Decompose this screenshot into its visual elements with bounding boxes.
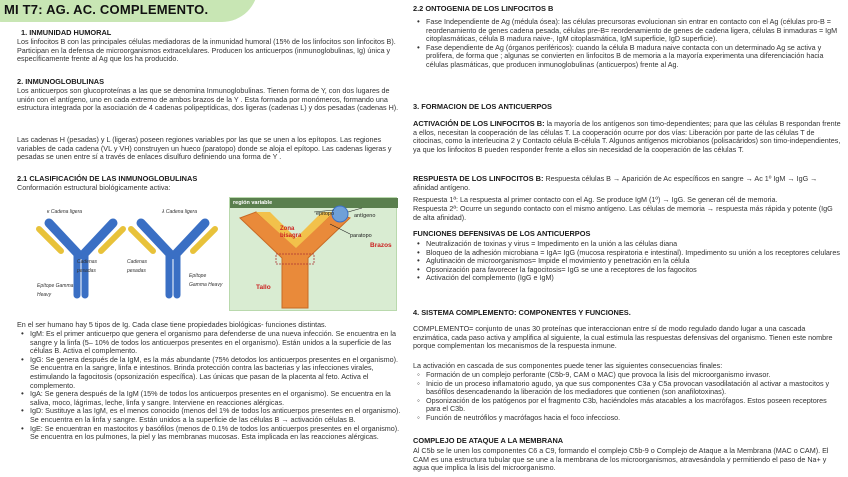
types-intro: En el ser humano hay 5 tipos de Ig. Cada clase tiene propiedades biológicas- funciones distintas. [17,320,327,329]
s3-response-1: Respuesta 1ª: La respuesta al primer contacto con el Ag. Se produce IgM (1º) → IgG. Se generan cél de memoria. [413,195,778,204]
antibody-structure-diagram [229,197,397,311]
consequence-chemotaxis: ◦ Función de neutrófilos y macrófagos hacia el foco infeccioso. [413,414,841,423]
s3-heading: 3. FORMACION DE LOS ANTICUERPOS [413,102,552,111]
function-agglutination: • Aglutinación de microorganismos= Impide el movimiento y penetración en la célula [413,257,841,266]
s21-heading: 2.1 CLASIFICACIÓN DE LAS INMUNOGLOBULINAS [17,174,198,183]
s1-heading: 1. INMUNIDAD HUMORAL [21,28,112,37]
function-adhesion-block: • Bloqueo de la adhesión microbiana = IgA= IgG (mucosa respiratoria e intestinal). Impedimento su unión a los receptores celulares [413,249,841,258]
s1-text: Los linfocitos B con las principales células mediadoras de la inmunidad humoral (15% de los linfocitos son linfocitos B). Participan en la defensa de microorganismos extracelulares. Producen los anticuerpos (inmunoglobulinas, Ig) única y específicamente frente al Ag que los ha producido. [17,37,396,64]
s21-sub: Conformación estructural biológicamente activa: [17,183,171,192]
antigen-label: antígeno [354,213,376,219]
s2-heading: 2. INMUNOGLOBULINAS [17,77,105,86]
epitope-label: epitopo [316,211,335,217]
s3-functions-heading: FUNCIONES DEFENSIVAS DE LOS ANTICUERPOS [413,229,591,238]
s3-activation-heading: ACTIVACIÓN DE LOS LINFOCITOS B: [413,119,545,128]
heavy-chain-label-1: Cadenas pesadas [77,259,98,274]
s2-text2: Las cadenas H (pesadas) y L (ligeras) poseen regiones variables por las que se unen a los epítopos. Las regiones variables de cada cadena (VL y VH) construyen un hueco (paratopo) donde se aloja el epítopo. Las cadenas ligeras y pesadas se unen entre sí a través de enlaces disulfuro definiendo una forma de Y . [17,135,392,162]
ontogeny-item-independent: • Fase Independiente de Ag (médula ósea): las células precursoras evolucionan sin entrar en contacto con el Ag (células pro-B = reordenamiento de genes cadena pesada, células pre-B= reordenamiento de genes de cadena ligera, células B inmaduras = IgM citoplasmáticas, célula B madura naive-, IgM citoplasmática, IgM superficie, IgD superficie). [413,18,841,44]
l-chain-label: λ Cadena ligera [162,209,197,215]
s2-text1: Los anticuerpos son glucoproteínas a las que se denomina Inmunoglobulinas. Tienen forma de Y, con dos lugares de unión con el antígeno, uno en cada extremo de ambos brazos de la Y . Esta formada por monómeros, formando una estructura integrada por la asociación de 4 cadenas polipeptídicas, dos ligeras (cadenas L) y dos pesadas (cadenas H). [17,86,399,113]
ig-type-ige: • IgE: Se encuentran en mastocitos y basófilos (menos de 0.1% de todos los anticuerpos presentes en el organismo). Se encuentra en los pulmones, la piel y las membranas mucosas. Esta implicada en las reacciones alérgicas. [17,425,401,442]
s4-cam-text: Al C5b se le unen los componentes C6 a C9, formando el complejo C5b-9 o Complejo de Ataque a la Membrana (MAC o CAM). El CAM es una estructura tubular que se une a la membrana de los microorganismos, atravesándola y permitiendo el paso de Na+ y agua que implica la lisis del microorganismo. [413,446,829,473]
epitope-label-2: Epítope Gamma Heavy [189,273,223,288]
antibody-functions-list [413,240,841,283]
complement-consequences-list [413,371,841,423]
s3-response [413,175,841,192]
stem-label: Tallo [256,284,271,291]
ontogeny-item-dependent: • Fase dependiente de Ag (órganos periféricos): cuando la célula B madura naive contacta con un determinado Ag se activa y prolifera, de forma que ; algunas se convierten en linfocitos B de memoria a la mayoría experimenta una diferenciación hacia células plasmáticas, que producen inmunoglobulinas (anticuerpos) frente al Ag. [413,44,841,70]
function-complement: • Activación del complemento (IgG e IgM) [413,274,841,283]
s4-cam-heading: COMPLEJO DE ATAQUE A LA MEMBRANA [413,436,564,445]
ig-type-iga: • IgA: Se genera después de la IgM (15% de todos los anticuerpos presentes en el organismo). Se encuentra en la saliva, moco, lágrimas, leche, linfa y sangre. Interviene en reacciones alérgicas. [17,390,401,407]
s3-response-2: Respuesta 2ª: Ocurre un segundo contacto con el mismo antígeno. Las células de memoria → respuesta más rápida y potente (IgG de alta afinidad). [413,204,833,222]
hinge-label: Zona bisagra [280,226,302,239]
page-title: MI T7: AG. AC. COMPLEMENTO. [4,2,209,17]
function-opsonization: • Opsonización para favorecer la fagocitosis= IgG se une a receptores de los fagocitos [413,266,841,275]
ig-type-igg: • IgG: Se genera después de la IgM, es la más abundante (75% detodos los anticuerpos presentes en el organismo). Se encuentra en la sangre, linfa e intestinos. Brinda protección contra las bacterias y las infecciones virales, estimulando la fagocitosis (opsonización específica). Las únicas que pasan de la placenta al feto. Activa el complemento. [17,356,401,390]
paratope-label: paratopo [350,233,372,239]
ig-types-list [17,330,401,442]
consequence-inflammation: ◦ Inicio de un proceso inflamatorio agudo, ya que sus componentes C3a y C5a provocan vasodilatación al activar a mastocitos y basófilos desencadenando la liberación de los mediadores que contienen (son anafilotoxinas). [413,380,841,397]
s4-text: COMPLEMENTO= conjunto de unas 30 proteínas que interaccionan entre sí de modo regulado dando lugar a una cascada enzimática, cada paso activa y amplifica al siguiente, la cual estimula las respuestas defensivas del organismo. Tienen este nombre porque complementan los mecanismos de la respuesta inmune. [413,324,833,351]
s4-cascade-intro: La activación en cascada de sus componentes puede tener las siguientes consecuencias finales: [413,361,723,370]
s4-heading: 4. SISTEMA COMPLEMENTO: COMPONENTES Y FUNCIONES. [413,308,631,317]
ontogeny-list [413,18,841,70]
s22-heading: 2.2 ONTOGENIA DE LOS LINFOCITOS B [413,4,554,13]
heavy-chain-label-2: Cadenas pesadas [127,259,148,274]
s3-activation [413,120,841,154]
s3-response-heading: RESPUESTA DE LOS LINFOCITOS B: [413,174,544,183]
function-neutralization: • Neutralización de toxinas y virus = Impedimento en la unión a las células diana [413,240,841,249]
consequence-opsonization: ◦ Opsonización de los patógenos por el fragmento C3b, haciéndoles más atacables a los macrófagos. Estos poseen receptores para el C3b. [413,397,841,414]
epitope-label-1: Epítope Gamma Heavy [37,283,74,298]
consequence-mac: ◦ Formación de un complejo perforante (C5b-9, CAM o MAC) que provoca la lisis del microorganismo invasor. [413,371,841,380]
k-chain-label: κ Cadena ligera [47,209,83,215]
variable-region-label: región variable [233,200,273,206]
ig-type-igm: • IgM: Es el primer anticuerpo que genera el organismo para defenderse de una nueva infección. Se encuentra en la sangre y la linfa (5– 10% de todos los anticuerpos presentes en el organismo). Están unidos a la superficie de las células B. Activa el complemento. [17,330,401,356]
ig-type-igd: • IgD: Sustituye a las IgM, es el menos conocido (menos del 1% de todos los anticuerpos presentes en el organismo). Se encuentra en la linfa y sangre. Están unidos a la superficie de las células B → activación células B. [17,407,401,424]
s3-response-text: Respuesta células B → Aparición de Ac específicos en sangre → Ac 1º IgM → IgG → afinidad antígeno. [413,174,818,192]
s3-activation-text: la mayoría de los antígenos son timo-dependientes; para que las células B respondan frente a ellos, necesitan la cooperación de las células T. La cooperación ocurre por dos vías: Liberación por parte de las células T de citocinas, como la interleucina 2 y Contacto célula B-célula T. Algunos antígenos microbianos (polisacáridos) son timo-independientes, ya que los linfocitos B pueden responder frente a ellos sin necesidad de la cooperación de las células T. [413,119,841,154]
arms-label: Brazos [370,242,392,249]
